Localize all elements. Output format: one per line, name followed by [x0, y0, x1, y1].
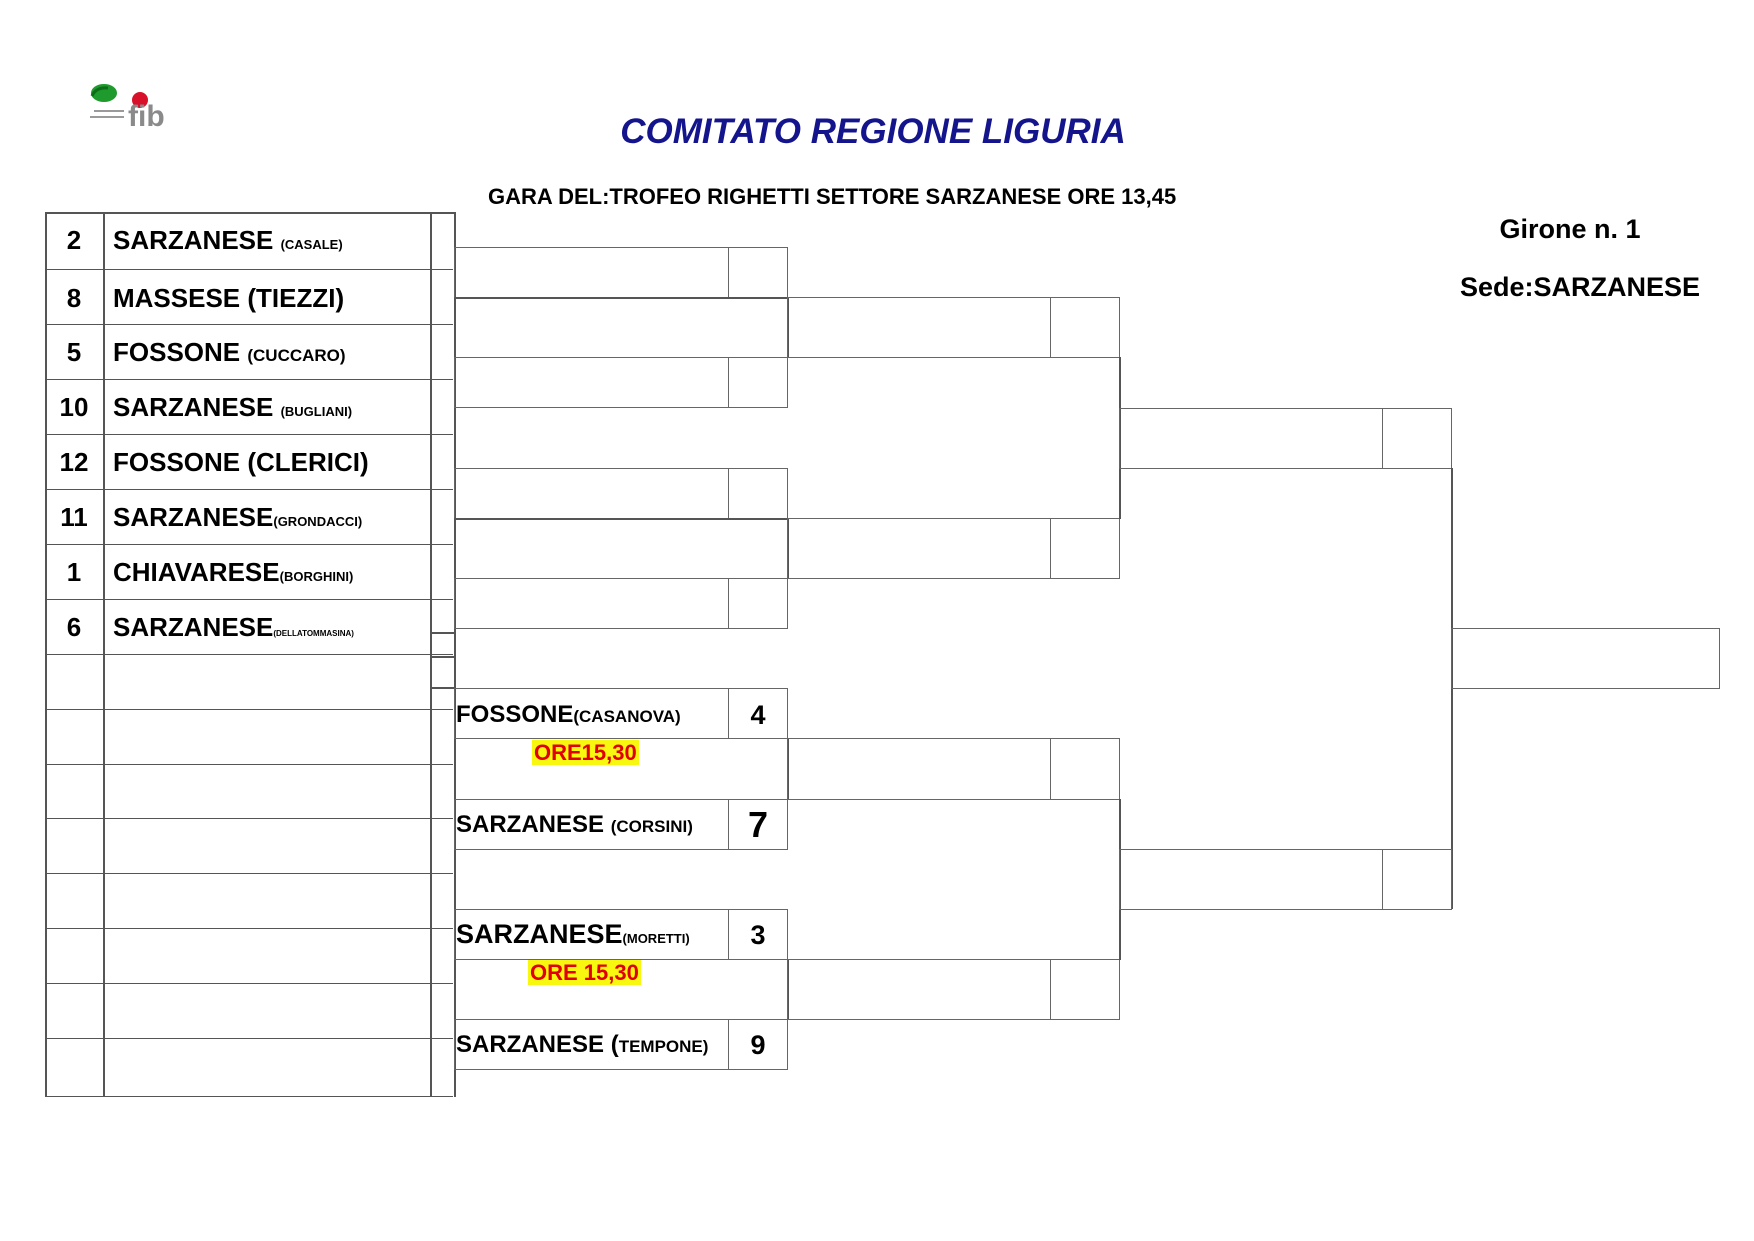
table-row [45, 928, 453, 984]
bracket-slot [728, 578, 788, 629]
logo-text: fib [128, 100, 165, 133]
table-row [45, 1038, 453, 1097]
bracket-slot [1050, 738, 1120, 800]
seed-number: 11 [60, 502, 88, 532]
seed-number: 12 [59, 447, 89, 477]
bracket-slot [1050, 959, 1120, 1020]
girone-label: Girone n. 1 [1499, 214, 1641, 244]
bracket-slot [728, 247, 788, 298]
team-name: MASSESE (TIEZZI) [113, 283, 345, 313]
table-row [45, 818, 453, 874]
table-row [45, 599, 453, 655]
sede-label: Sede:SARZANESE [1459, 272, 1701, 302]
bracket-slot [1382, 849, 1452, 910]
table-row [45, 379, 453, 435]
table-row [45, 764, 453, 819]
match-team: SARZANESE(MORETTI) [456, 919, 690, 949]
seed-number: 8 [66, 283, 82, 313]
match-seed: 7 [747, 804, 769, 845]
table-row [45, 873, 453, 929]
bracket-slot [1382, 408, 1452, 469]
seed-number: 2 [66, 225, 82, 255]
table-row [45, 324, 453, 380]
table-row [45, 983, 453, 1039]
team-name: FOSSONE (CLERICI) [113, 447, 369, 477]
page-title: COMITATO REGIONE LIGURIA [620, 112, 1126, 151]
table-row [45, 269, 453, 325]
match-team: SARZANESE (CORSINI) [456, 811, 693, 838]
seed-number: 6 [66, 612, 82, 642]
table-row [45, 654, 453, 710]
team-name: FOSSONE (CUCCARO) [113, 337, 346, 367]
team-name: SARZANESE (CASALE) [113, 225, 343, 255]
seed-number: 10 [59, 392, 89, 422]
table-row [45, 434, 453, 490]
team-name: SARZANESE(DELLATOMMASINA) [113, 612, 354, 642]
seed-number: 1 [66, 557, 82, 587]
match-time: ORE 15,30 [530, 960, 639, 985]
match-seed: 9 [750, 1030, 766, 1060]
match-team: FOSSONE(CASANOVA) [456, 701, 681, 728]
seed-number: 5 [66, 337, 82, 367]
bracket-slot [728, 357, 788, 408]
match-seed: 4 [750, 700, 766, 730]
page-subtitle: GARA DEL:TROFEO RIGHETTI SETTORE SARZANESE ORE 13,45 [488, 184, 1177, 209]
teams-table [45, 212, 454, 1097]
table-row [45, 489, 453, 545]
team-name: SARZANESE (BUGLIANI) [113, 392, 353, 422]
match-team: SARZANESE (TEMPONE) [456, 1031, 709, 1058]
match-time: ORE15,30 [534, 740, 637, 765]
team-name: SARZANESE(GRONDACCI) [113, 502, 363, 532]
bracket-slot [728, 468, 788, 519]
team-name: CHIAVARESE(BORGHINI) [113, 557, 354, 587]
match-seed: 3 [750, 920, 766, 950]
final-slot [1451, 628, 1720, 689]
bracket-slot [1050, 518, 1120, 579]
table-row [45, 212, 453, 270]
table-row [45, 544, 453, 600]
table-row [45, 709, 453, 765]
bracket-slot [1050, 297, 1120, 358]
